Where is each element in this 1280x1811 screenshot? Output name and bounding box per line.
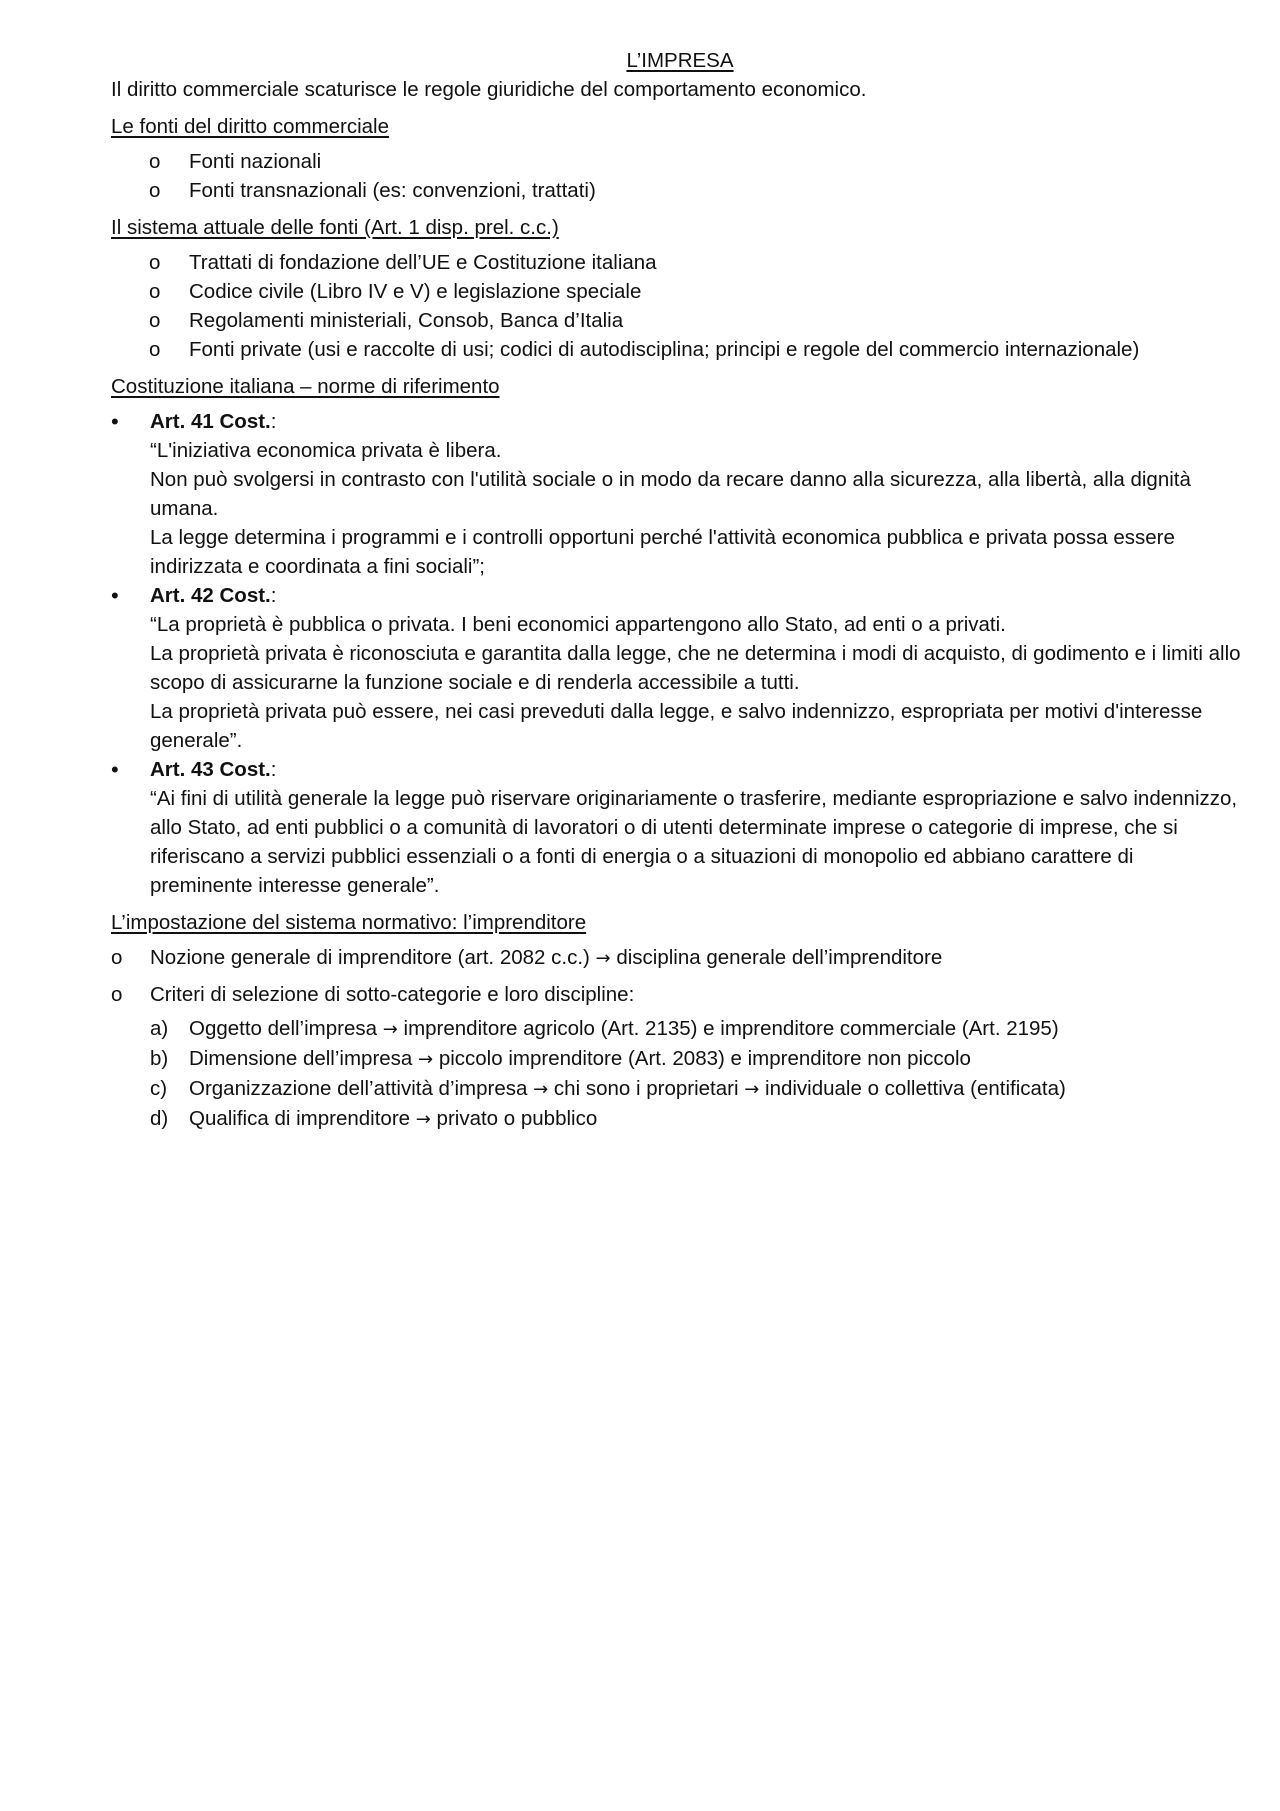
criteria-letter: d) (150, 1107, 169, 1130)
arrow-right-icon: → (533, 1079, 549, 1100)
arrow-right-icon: → (382, 1019, 398, 1040)
imprenditore-list (111, 943, 1241, 1009)
list-item-text: Fonti transnazionali (es: convenzioni, trattati) (189, 179, 596, 202)
section-heading-text: Il sistema attuale delle fonti (Art. 1 disp. prel. c.c.) (111, 216, 559, 239)
article-line: La legge determina i programmi e i controlli opportuni perché l'attività economica pubblica e privata possa essere indirizzata e coordinata a fini sociali”; (150, 526, 1175, 578)
list-item-text: Trattati di fondazione dell’UE e Costituzione italiana (189, 251, 657, 274)
circle-bullet-icon: o (149, 179, 161, 202)
arrow-right-icon: → (415, 1109, 431, 1130)
article-line: “Ai fini di utilità generale la legge può riservare originariamente o trasferire, mediante espropriazione e salvo indennizzo, allo Stato, ad enti pubblici o a comunità di lavoratori o di utenti determinate imprese o categorie di imprese, che si riferiscano a servizi pubblici essenziali o a fonti di energia o a situazioni di monopolio ed abbiano carattere di preminente interesse generale”. (150, 787, 1238, 897)
bullet-icon: • (111, 409, 119, 434)
circle-bullet-icon: o (111, 983, 123, 1006)
article-label: Art. 41 Cost. (150, 410, 271, 433)
article-item-42: • Art. 42 Cost.: “La proprietà è pubblica o privata. I beni economici appartengono allo Stato, ad enti o a privati. La proprietà privata è riconosciuta e garantita dalla legge, che ne determina i modi di acquisto, di godimento e i limiti allo scopo di assicurarne la funzione sociale e di renderla accessibile a tutti. La proprietà privata può essere, nei casi preveduti dalla legge, e salvo indennizzo, espropriata per motivi d'interesse generale”. (111, 581, 1241, 755)
section-heading-sistema (111, 213, 1241, 242)
list-item (111, 306, 1241, 335)
arrow-right-icon: → (744, 1079, 760, 1100)
document-title (111, 46, 1241, 75)
list-item-text: disciplina generale dell’imprenditore (616, 946, 943, 969)
article-line: Non può svolgersi in contrasto con l'utilità sociale o in modo da recare danno alla sicurezza, alla libertà, alla dignità umana. (150, 468, 1191, 520)
arrow-right-icon: → (418, 1049, 434, 1070)
section-heading-text: Le fonti del diritto commerciale (111, 115, 390, 138)
list-item (111, 980, 1241, 1009)
list-item-text: Fonti private (usi e raccolte di usi; codici di autodisciplina; principi e regole del commercio internazionale) (189, 338, 1140, 361)
list-item-text: Regolamenti ministeriali, Consob, Banca d’Italia (189, 309, 624, 332)
arrow-right-icon: → (595, 948, 611, 969)
criteria-text: piccolo imprenditore (Art. 2083) e imprenditore non piccolo (438, 1047, 971, 1070)
criteria-list (150, 1014, 1241, 1134)
article-line: La proprietà privata può essere, nei casi preveduti dalla legge, e salvo indennizzo, espropriata per motivi d'interesse generale”. (150, 700, 1203, 752)
list-item (111, 335, 1241, 364)
sistema-list (111, 248, 1241, 364)
bullet-icon: • (111, 583, 119, 608)
criteria-letter: a) (150, 1017, 169, 1040)
criteria-text: Oggetto dell’impresa (189, 1017, 378, 1040)
section-heading-imprenditore (111, 908, 1241, 937)
circle-bullet-icon: o (149, 280, 161, 303)
fonti-list (111, 147, 1241, 205)
criteria-text: Qualifica di imprenditore (189, 1107, 411, 1130)
criteria-item (150, 1014, 1241, 1044)
criteria-text: Dimensione dell’impresa (189, 1047, 413, 1070)
list-item (111, 277, 1241, 306)
criteria-text: individuale o collettiva (entificata) (765, 1077, 1066, 1100)
article-line: “La proprietà è pubblica o privata. I beni economici appartengono allo Stato, ad enti o a privati. (150, 613, 1006, 636)
circle-bullet-icon: o (149, 338, 161, 361)
article-item-41: • Art. 41 Cost.: “L'iniziativa economica privata è libera. Non può svolgersi in contrasto con l'utilità sociale o in modo da recare danno alla sicurezza, alla libertà, alla dignità umana. La legge determina i programmi e i controlli opportuni perché l'attività economica pubblica e privata possa essere indirizzata e coordinata a fini sociali”; (111, 407, 1241, 581)
article-line: “L'iniziativa economica privata è libera. (150, 439, 502, 462)
article-line: La proprietà privata è riconosciuta e garantita dalla legge, che ne determina i modi di acquisto, di godimento e i limiti allo scopo di assicurarne la funzione sociale e di renderla accessibile a tutti. (150, 642, 1241, 694)
section-heading-text: L’impostazione del sistema normativo: l’imprenditore (111, 911, 587, 934)
articles-list (111, 407, 1241, 900)
criteria-item (150, 1044, 1241, 1074)
criteria-text: privato o pubblico (436, 1107, 598, 1130)
criteria-item (150, 1104, 1241, 1134)
circle-bullet-icon: o (149, 309, 161, 332)
list-item (111, 943, 1241, 973)
list-item (111, 147, 1241, 176)
circle-bullet-icon: o (111, 946, 123, 969)
title-text: L’IMPRESA (626, 49, 734, 72)
section-heading-fonti (111, 112, 1241, 141)
list-item-text: Criteri di selezione di sotto-categorie e loro discipline: (150, 983, 635, 1006)
circle-bullet-icon: o (149, 251, 161, 274)
document-page (111, 46, 1241, 1134)
circle-bullet-icon: o (149, 150, 161, 173)
bullet-icon: • (111, 757, 119, 782)
list-item-text: Codice civile (Libro IV e V) e legislazione speciale (189, 280, 642, 303)
criteria-item (150, 1074, 1241, 1104)
article-label: Art. 42 Cost. (150, 584, 271, 607)
list-item (111, 176, 1241, 205)
criteria-letter: c) (150, 1077, 168, 1100)
criteria-text: chi sono i proprietari (553, 1077, 739, 1100)
intro-paragraph: Il diritto commerciale scaturisce le regole giuridiche del comportamento economico. (111, 78, 867, 101)
criteria-text: imprenditore agricolo (Art. 2135) e imprenditore commerciale (Art. 2195) (403, 1017, 1059, 1040)
section-heading-text: Costituzione italiana – norme di riferimento (111, 375, 500, 398)
list-item-text: Nozione generale di imprenditore (art. 2082 c.c.) (150, 946, 590, 969)
list-item-text: Fonti nazionali (189, 150, 322, 173)
section-heading-costituzione (111, 372, 1241, 401)
criteria-text: Organizzazione dell’attività d’impresa (189, 1077, 528, 1100)
article-item-43: • Art. 43 Cost.: “Ai fini di utilità generale la legge può riservare originariamente o trasferire, mediante espropriazione e salvo indennizzo, allo Stato, ad enti pubblici o a comunità di lavoratori o di utenti determinate imprese o categorie di imprese, che si riferiscano a servizi pubblici essenziali o a fonti di energia o a situazioni di monopolio ed abbiano carattere di preminente interesse generale”. (111, 755, 1241, 900)
criteria-letter: b) (150, 1047, 169, 1070)
article-label: Art. 43 Cost. (150, 758, 271, 781)
list-item (111, 248, 1241, 277)
